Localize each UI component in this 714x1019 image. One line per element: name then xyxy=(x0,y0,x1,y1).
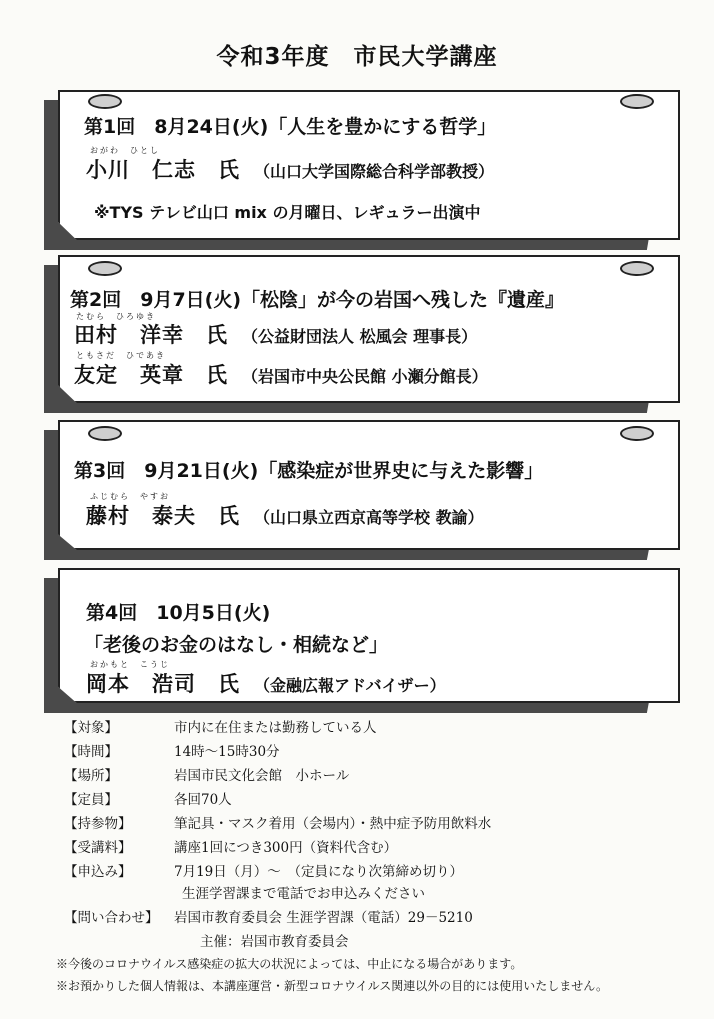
speaker-name: 友定 英章 氏 xyxy=(74,363,228,387)
speaker-ruby: たむら ひろゆき xyxy=(76,312,156,321)
pin-icon xyxy=(620,261,654,276)
speaker-line xyxy=(86,668,446,698)
info-label: 【受講料】 xyxy=(64,840,132,856)
info-label: 【定員】 xyxy=(64,792,118,808)
info-value: 各回70人 xyxy=(174,792,232,808)
lecture-note: ※TYS テレビ山口 mix の月曜日、レギュラー出演中 xyxy=(94,203,481,222)
pin-icon xyxy=(88,261,122,276)
info-value: 14時～15時30分 xyxy=(174,744,280,760)
info-value: 筆記具・マスク着用（会場内）・熱中症予防用飲料水 xyxy=(174,816,492,832)
info-label: 【場所】 xyxy=(64,768,118,784)
speaker-affiliation: （公益財団法人 松風会 理事長） xyxy=(242,327,478,346)
speaker-line xyxy=(74,359,488,389)
speaker-line xyxy=(74,319,477,349)
pin-icon xyxy=(620,426,654,441)
speaker-affiliation: （金融広報アドバイザー） xyxy=(254,676,446,695)
pin-icon xyxy=(88,94,122,109)
speaker-affiliation: （山口県立西京高等学校 教諭） xyxy=(254,508,484,527)
info-value: 市内に在住または勤務している人 xyxy=(174,720,377,736)
page-title: 令和3年度 市民大学講座 xyxy=(216,44,498,70)
info-value: 講座1回につき300円（資料代含む） xyxy=(174,840,398,856)
info-value: 7月19日（月）～ （定員になり次第締め切り） xyxy=(174,864,464,880)
speaker-affiliation: （岩国市中央公民館 小瀬分館長） xyxy=(242,367,488,386)
lecture-subtitle: 「老後のお金のはなし・相続など」 xyxy=(84,634,389,656)
lecture-heading: 第2回 9月7日(火)「松陰」が今の岩国へ残した『遺産』 xyxy=(70,289,565,311)
info-label: 【時間】 xyxy=(64,744,118,760)
speaker-affiliation: （山口大学国際総合科学部教授） xyxy=(254,162,495,181)
lecture-card-4 xyxy=(44,568,680,713)
speaker-name: 藤村 泰夫 氏 xyxy=(86,504,240,528)
lecture-card-1 xyxy=(44,90,680,250)
lecture-heading: 第4回 10月5日(火) xyxy=(86,602,271,624)
pin-icon xyxy=(620,94,654,109)
footnote-1: ※今後のコロナウイルス感染症の拡大の状況によっては、中止になる場合があります。 xyxy=(56,957,523,971)
lecture-card-2 xyxy=(44,255,680,413)
organizer: 主催：岩国市教育委員会 xyxy=(200,934,349,950)
speaker-ruby: ともさだ ひであき xyxy=(76,351,166,360)
info-label: 【対象】 xyxy=(64,720,118,736)
speaker-line xyxy=(86,500,484,530)
lecture-card-3 xyxy=(44,420,680,560)
speaker-ruby: おがわ ひとし xyxy=(90,146,160,155)
info-label: 【持参物】 xyxy=(64,816,132,832)
info-label: 【問い合わせ】 xyxy=(64,910,159,926)
info-value: 岩国市民文化会館 小ホール xyxy=(174,768,350,784)
speaker-name: 小川 仁志 氏 xyxy=(86,158,240,182)
info-value: 岩国市教育委員会 生涯学習課（電話）29－5210 xyxy=(174,910,473,926)
speaker-name: 岡本 浩司 氏 xyxy=(86,672,240,696)
info-value: 生涯学習課まで電話でお申込みください xyxy=(182,886,425,902)
pin-icon xyxy=(88,426,122,441)
speaker-ruby: おかもと こうじ xyxy=(90,660,170,669)
info-label: 【申込み】 xyxy=(64,864,132,880)
speaker-name: 田村 洋幸 氏 xyxy=(74,323,228,347)
lecture-heading: 第3回 9月21日(火)「感染症が世界史に与えた影響」 xyxy=(74,460,544,482)
speaker-ruby: ふじむら やすお xyxy=(90,492,170,501)
speaker-line xyxy=(86,154,494,184)
footnote-2: ※お預かりした個人情報は、本講座運営・新型コロナウイルス関連以外の目的には使用いたしません。 xyxy=(56,979,609,993)
lecture-heading: 第1回 8月24日(火)「人生を豊かにする哲学」 xyxy=(84,116,497,138)
card-paper xyxy=(58,420,680,550)
